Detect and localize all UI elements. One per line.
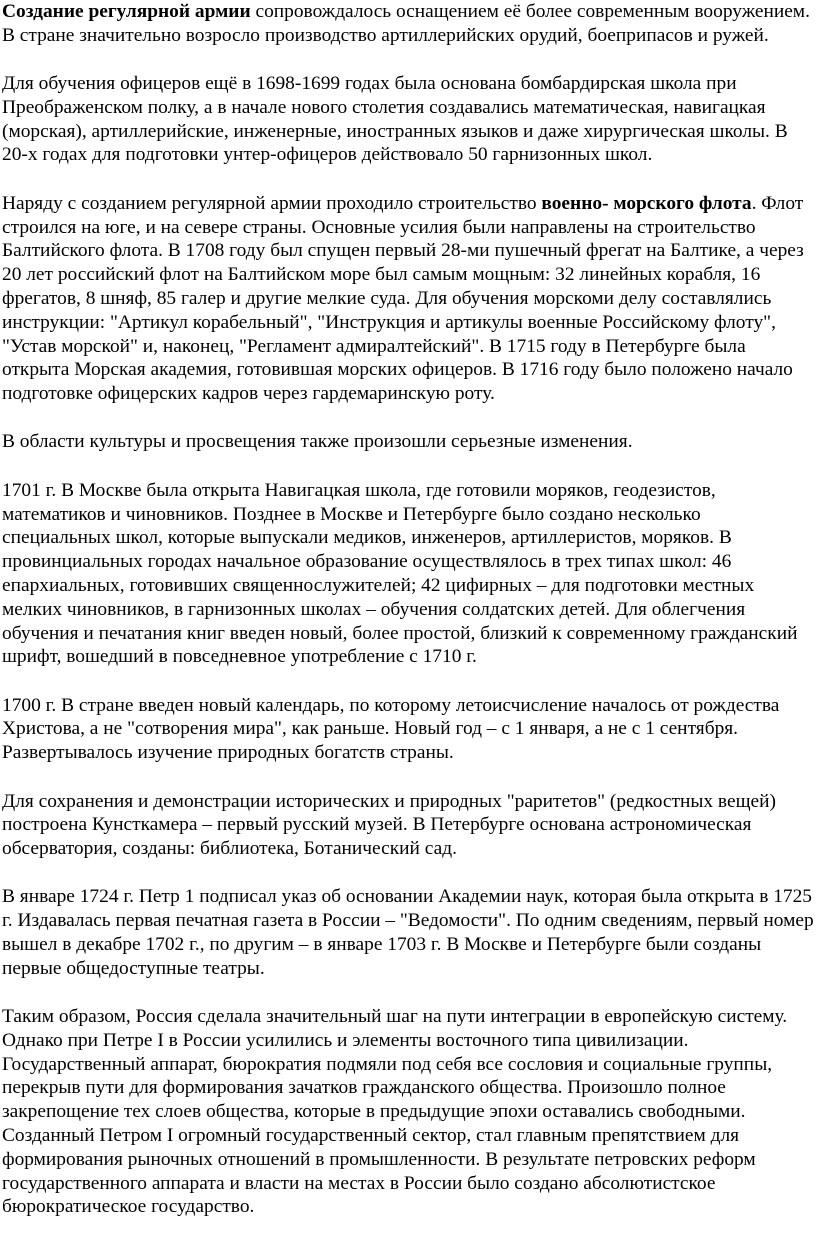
paragraph-text: сопровождалось оснащением её более современным вооружением. В стране значительно возросло производство артиллерийских орудий, боеприпасов и ружей. <box>2 1 810 46</box>
paragraph-army-armament <box>2 0 814 48</box>
paragraph-text: . Флот строился на юге, и на севере страны. Основные усилия были направлены на строительство Балтийского флота. В 1708 году был спущен первый 28-ми пушечный фрегат на Балтике, а через 20 лет российский флот на Балтийском море был самым мощным: 32 линейных корабля, 16 фрегатов, 8 шняф, 85 галер и другие мелкие суда. Для обучения морскоми делу составлялись инструкции: "Артикул корабельный", "Инструкция и артикулы военные Российскому флоту", "Устав морской" и, наконец, "Регламент адмиралтейский". В 1715 году в Петербурге была открыта Морская академия, готовившая морских офицеров. В 1716 году было положено начало подготовке офицерских кадров через гардемаринскую роту. <box>2 192 804 405</box>
paragraph-calendar-1700: 1700 г. В стране введен новый календарь, по которому летоисчисление началось от рождества Христова, а не "сотворения мира", как раньше. Новый год – с 1 января, а не с 1 сентября. Развертывалось изучение природных богатств страны. <box>2 694 780 764</box>
bold-term-regular-army: Создание регулярной армии <box>2 1 251 22</box>
paragraph-text: Наряду с созданием регулярной армии проходило строительство <box>2 192 542 214</box>
paragraph-kunstkamera: Для сохранения и демонстрации исторических и природных "раритетов" (редкостных вещей) построена Кунсткамера – первый русский музей. В Петербурге основана астрономическая обсерватория, созданы: библиотека, Ботанический сад. <box>2 790 776 860</box>
paragraph-officer-schools: Для обучения офицеров ещё в 1698-1699 годах была основана бомбардирская школа при Преображенском полку, а в начале нового столетия создавались математическая, навигацкая (морская), артиллерийские, инженерные, иностранных языков и даже хирургическая школы. В 20-х годах для подготовки унтер-офицеров действовало 50 гарнизонных школ. <box>2 73 788 166</box>
paragraph-navy <box>2 192 814 406</box>
paragraph-culture-intro: В области культуры и просвещения также произошли серьезные изменения. <box>2 431 633 453</box>
paragraph-conclusion: Таким образом, Россия сделала значительный шаг на пути интеграции в европейскую систему. Однако при Петре I в России усилились и элементы восточного типа цивилизации. Государственный аппарат, бюрократия подмяли под себя все сословия и социальные группы, перекрыв пути для формирования зачатков гражданского общества. Произошло полное закрепощение тех слоев общества, которые в предыдущие эпохи оставались свободными. Созданный Петром I огромный государственный сектор, стал главным препятствием для формирования рыночных отношений в промышленности. В результате петровских реформ государственного аппарата и власти на местах в России было создано абсолютистское бюрократическое государство. <box>2 1006 788 1218</box>
bold-term-navy: военно- морского флота <box>541 192 752 214</box>
paragraph-education-1701: 1701 г. В Москве была открыта Навигацкая школа, где готовили моряков, геодезистов, математиков и чиновников. Позднее в Москве и Петербурге было создано несколько специальных школ, которые выпускали медиков, инженеров, артиллеристов, моряков. В провинциальных городах начальное образование осуществлялось в трех типах школ: 46 епархиальных, готовивших священнослужителей; 42 цифирных – для подготовки местных мелких чиновников, в гарнизонных школах – обучения солдатских детей. Для облегчения обучения и печатания книг введен новый, более простой, близкий к современному гражданский шрифт, вошедший в повседневное употребление с 1710 г. <box>2 479 798 668</box>
paragraph-academy-1724: В январе 1724 г. Петр 1 подписал указ об основании Академии наук, которая была открыта в 1725 г. Издавалась первая печатная газета в России – "Ведомости". По одним сведениям, первый номер вышел в декабре 1702 г., по другим – в январе 1703 г. В Москве и Петербурге были созданы первые общедоступные театры. <box>2 886 814 979</box>
